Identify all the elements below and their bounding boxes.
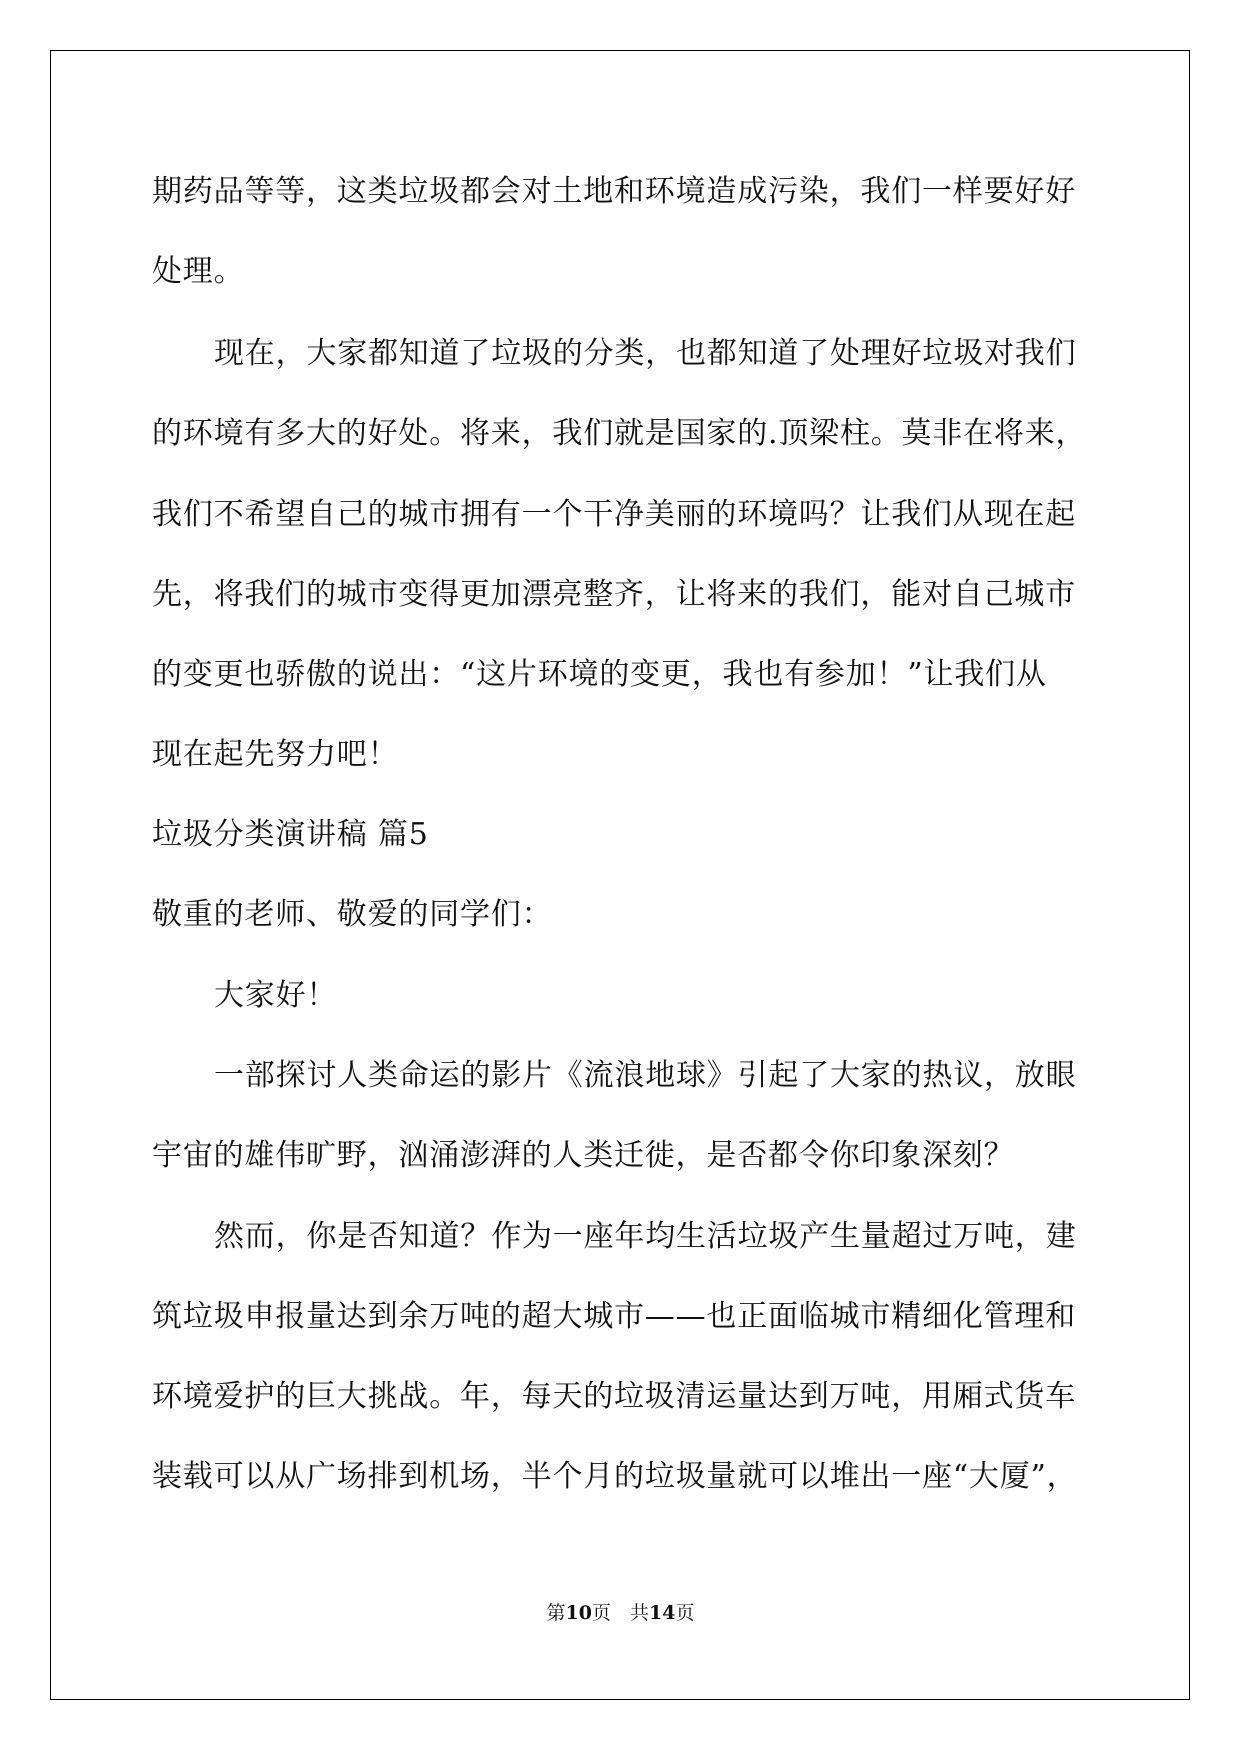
paragraph-line: 的变更也骄傲的说出：“这片环境的变更，我也有参加！”让我们从 xyxy=(152,657,1047,692)
paragraph-line: 筑垃圾申报量达到余万吨的超大城市——也正面临城市精细化管理和 xyxy=(152,1299,1076,1334)
paragraph-line: 然而，你是否知道？作为一座年均生活垃圾产生量超过万吨，建 xyxy=(214,1219,1077,1254)
page-footer xyxy=(0,1598,1241,1625)
paragraph-line: 的环境有多大的好处。将来，我们就是国家的.顶梁柱。莫非在将来， xyxy=(152,416,1087,451)
page-prefix: 第 xyxy=(546,1602,566,1624)
total-pages-number: 14 xyxy=(649,1602,676,1624)
salutation: 敬重的老师、敬爱的同学们： xyxy=(152,897,553,932)
paragraph-line: 现在，大家都知道了垃圾的分类，也都知道了处理好垃圾对我们 xyxy=(214,336,1077,371)
paragraph-line: 处理。 xyxy=(152,254,245,289)
paragraph-line: 宇宙的雄伟旷野，汹涌澎湃的人类迁徙，是否都令你印象深刻？ xyxy=(152,1138,1015,1173)
current-page-number: 10 xyxy=(565,1602,592,1624)
section-heading: 垃圾分类演讲稿 篇5 xyxy=(152,817,429,852)
greeting: 大家好！ xyxy=(214,978,338,1013)
page-mid: 页 共 xyxy=(591,1602,649,1624)
paragraph-line: 先，将我们的城市变得更加漂亮整齐，让将来的我们，能对自己城市 xyxy=(152,577,1076,612)
paragraph-line: 现在起先努力吧！ xyxy=(152,737,399,772)
page-suffix: 页 xyxy=(675,1602,695,1624)
paragraph-line: 环境爱护的巨大挑战。年，每天的垃圾清运量达到万吨，用厢式货车 xyxy=(152,1379,1076,1414)
paragraph-line: 一部探讨人类命运的影片《流浪地球》引起了大家的热议，放眼 xyxy=(214,1058,1077,1093)
paragraph-line: 装载可以从广场排到机场，半个月的垃圾量就可以堆出一座“大厦”， xyxy=(152,1459,1078,1494)
paragraph-line: 我们不希望自己的城市拥有一个干净美丽的环境吗？让我们从现在起 xyxy=(152,497,1076,532)
paragraph-line: 期药品等等，这类垃圾都会对土地和环境造成污染，我们一样要好好 xyxy=(152,174,1076,209)
